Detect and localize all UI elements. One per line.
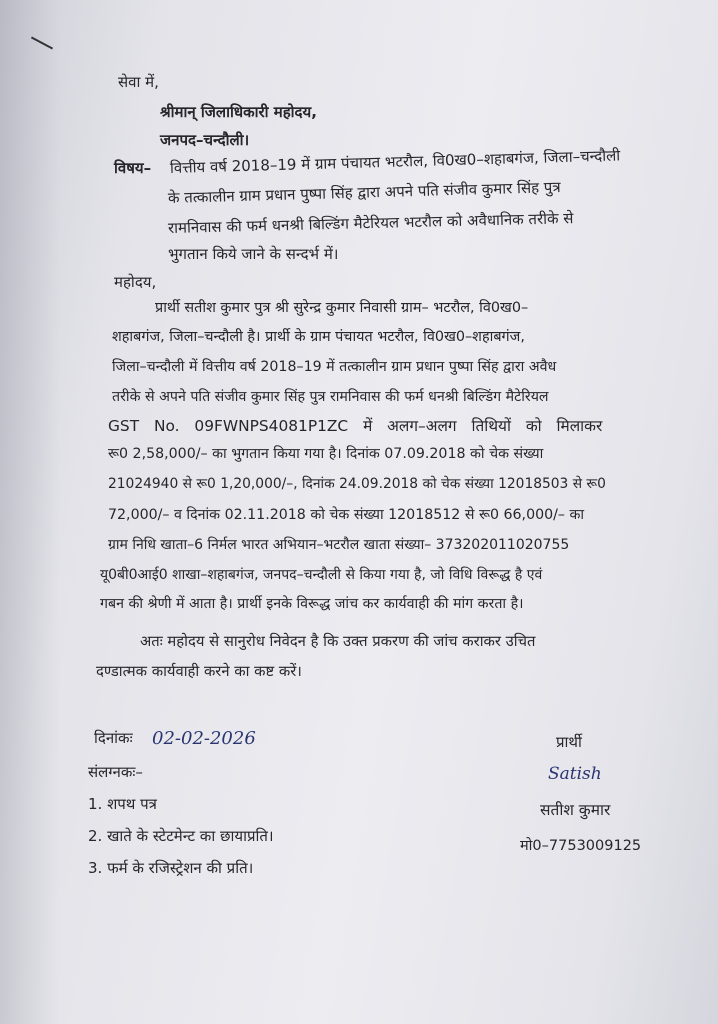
body-line-4: तरीके से अपने पति संजीव कुमार सिंह पुत्र रामनिवास की फर्म धनश्री बिल्डिंग मैटेरियल: [112, 389, 549, 405]
address-to: सेवा में,: [118, 73, 159, 91]
applicant-signature: Satish: [548, 764, 602, 784]
enclosure-item-3: 3. फर्म के रजिस्ट्रेशन की प्रति।: [88, 859, 254, 877]
address-officer: श्रीमान् जिलाधिकारी महोदय,: [160, 103, 317, 121]
subject-label: विषय–: [114, 159, 152, 177]
date-label: दिनांकः: [94, 729, 133, 747]
body-line-11: गबन की श्रेणी में आता है। प्रार्थी इनके विरूद्ध जांच कर कार्यवाही की मांग करता है।: [100, 596, 524, 612]
enclosure-item-2: 2. खाते के स्टेटमेन्ट का छायाप्रति।: [88, 827, 274, 845]
date-value: 02-02-2026: [152, 728, 256, 749]
body-line-7: 21024940 से रू0 1,20,000/–, दिनांक 24.09.2018 को चेक संख्या 12018503 से रू0: [108, 476, 606, 492]
subject-line-4: भुगतान किये जाने के सन्दर्भ में।: [168, 245, 339, 263]
body-line-5: GST No. 09FWNPS4081P1ZC में अलग–अलग तिथियों को मिलाकर: [108, 417, 603, 435]
body-line-1: प्रार्थी सतीश कुमार पुत्र श्री सुरेन्द्र कुमार निवासी ग्राम– भटरौल, वि0ख0–: [155, 300, 529, 316]
salutation: महोदय,: [114, 273, 157, 291]
applicant-label: प्रार्थी: [556, 733, 582, 751]
body-line-2: शहाबगंज, जिला–चन्दौली है। प्रार्थी के ग्राम पंचायत भटरौल, वि0ख0–शहाबगंज,: [112, 329, 525, 345]
applicant-name: सतीश कुमार: [540, 801, 611, 819]
subject-line-2: के तत्कालीन ग्राम प्रधान पुष्पा सिंह द्वारा अपने पति संजीव कुमार सिंह पुत्र: [167, 178, 561, 207]
address-district: जनपद–चन्दौली।: [160, 131, 250, 149]
subject-line-3: रामनिवास की फर्म धनश्री बिल्डिंग मैटेरियल भटरौल को अवैधानिक तरीके से: [167, 209, 574, 237]
body-line-9: ग्राम निधि खाता–6 निर्मल भारत अभियान–भटरौल खाता संख्या– 373202011020755: [108, 537, 570, 553]
body-line-10: यू0बी0आई0 शाखा–शहाबगंज, जनपद–चन्दौली से किया गया है, जो विधि विरूद्ध है एवं: [100, 567, 543, 583]
enclosure-label: संलग्नकः–: [88, 763, 143, 781]
page-shadow: [0, 0, 60, 1024]
body-line-8: 72,000/– व दिनांक 02.11.2018 को चेक संख्या 12018512 से रू0 66,000/– का: [108, 507, 585, 523]
request-line-1: अतः महोदय से सानुरोध निवेदन है कि उक्त प्रकरण की जांच कराकर उचित: [140, 633, 536, 650]
applicant-mobile: मो0–7753009125: [520, 838, 642, 854]
subject-line-1: वित्तीय वर्ष 2018–19 में ग्राम पंचायत भटरौल, वि0ख0–शहाबगंज, जिला–चन्दौली: [169, 146, 621, 177]
request-line-2: दण्डात्मक कार्यवाही करने का कष्ट करें।: [96, 663, 302, 680]
enclosure-item-1: 1. शपथ पत्र: [88, 795, 157, 813]
body-line-6: रू0 2,58,000/– का भुगतान किया गया है। दिनांक 07.09.2018 को चेक संख्या: [108, 446, 544, 462]
body-line-3: जिला–चन्दौली में वित्तीय वर्ष 2018–19 में तत्कालीन ग्राम प्रधान पुष्पा सिंह द्वारा अवैध: [112, 359, 557, 375]
